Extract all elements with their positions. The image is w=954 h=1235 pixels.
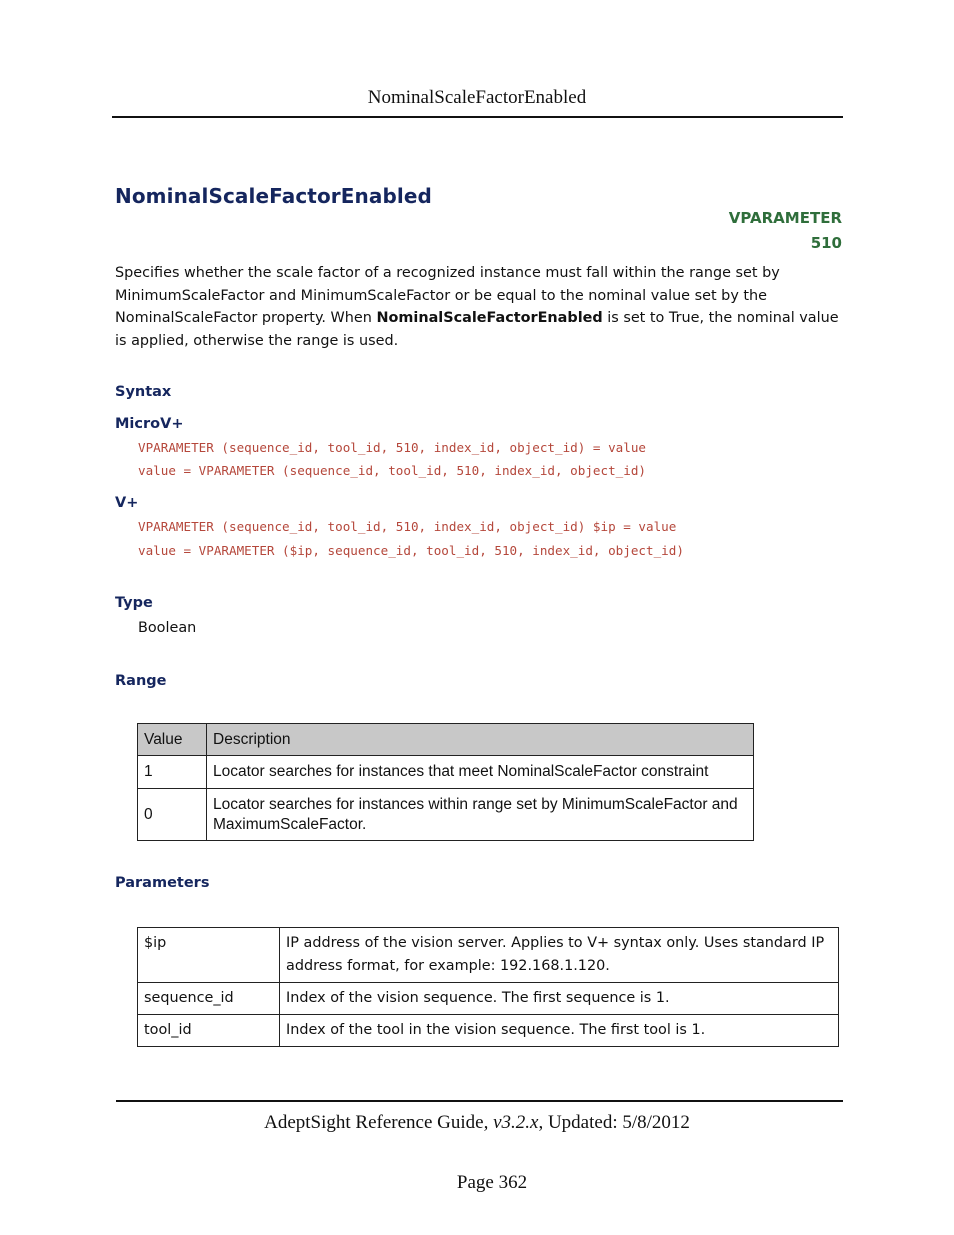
type-heading: Type [115, 595, 153, 611]
parameter-description: Index of the vision sequence. The first sequence is 1. [280, 983, 839, 1015]
parameter-description: Index of the tool in the vision sequence. The first tool is 1. [280, 1015, 839, 1047]
table-row [138, 928, 839, 983]
footer-version: , v3.2.x [483, 1112, 539, 1133]
description-text-2: is set to True, the nominal value is applied, otherwise the range is used. [115, 310, 839, 349]
table-row [138, 983, 839, 1015]
microv-syntax-line: value = VPARAMETER (sequence_id, tool_id, 510, index_id, object_id) [138, 463, 646, 478]
header-divider [112, 116, 843, 118]
page-title: NominalScaleFactorEnabled [115, 184, 432, 208]
column-header-value: Value [138, 724, 207, 756]
footer-guide-line [0, 1112, 954, 1134]
type-value: Boolean [138, 620, 197, 636]
table-row [138, 1015, 839, 1047]
range-value-cell: 0 [138, 789, 207, 841]
footer-guide-title: AdeptSight Reference Guide [264, 1112, 484, 1133]
table-row [138, 756, 754, 789]
page-header-title: NominalScaleFactorEnabled [367, 87, 587, 108]
parameter-description: IP address of the vision server. Applies to V+ syntax only. Uses standard IP address format, for example: 192.168.1.120. [280, 928, 839, 983]
footer-divider [116, 1100, 843, 1102]
microv-heading: MicroV+ [115, 416, 184, 432]
range-table [137, 723, 754, 841]
parameter-name: tool_id [138, 1015, 280, 1047]
description-text-1: Specifies whether the scale factor of a recognized instance must fall within the range set by MinimumScaleFactor and MinimumScaleFactor or be equal to the nominal value set by the NominalScaleFactor property. When [115, 265, 780, 326]
parameters-heading: Parameters [115, 875, 210, 891]
table-header-row [138, 724, 754, 756]
vparameter-label: VPARAMETER [728, 209, 842, 227]
syntax-heading: Syntax [115, 384, 172, 400]
range-value-cell: 1 [138, 756, 207, 789]
footer-updated: , Updated: 5/8/2012 [538, 1112, 690, 1133]
range-description-cell: Locator searches for instances within range set by MinimumScaleFactor and MaximumScaleFactor. [207, 789, 754, 841]
vplus-heading: V+ [115, 495, 139, 511]
table-row [138, 789, 754, 841]
description-paragraph [115, 262, 845, 352]
vplus-syntax-line: VPARAMETER (sequence_id, tool_id, 510, index_id, object_id) $ip = value [138, 519, 677, 534]
vparameter-number: 510 [810, 234, 842, 252]
microv-syntax-line: VPARAMETER (sequence_id, tool_id, 510, index_id, object_id) = value [138, 440, 646, 455]
page-number: Page 362 [456, 1172, 528, 1193]
range-heading: Range [115, 673, 167, 689]
parameter-name: sequence_id [138, 983, 280, 1015]
range-description-cell: Locator searches for instances that meet NominalScaleFactor constraint [207, 756, 754, 789]
parameter-name: $ip [138, 928, 280, 983]
parameters-table [137, 927, 839, 1047]
column-header-description: Description [207, 724, 754, 756]
vplus-syntax-line: value = VPARAMETER ($ip, sequence_id, tool_id, 510, index_id, object_id) [138, 543, 684, 558]
description-bold-term: NominalScaleFactorEnabled [376, 310, 603, 326]
